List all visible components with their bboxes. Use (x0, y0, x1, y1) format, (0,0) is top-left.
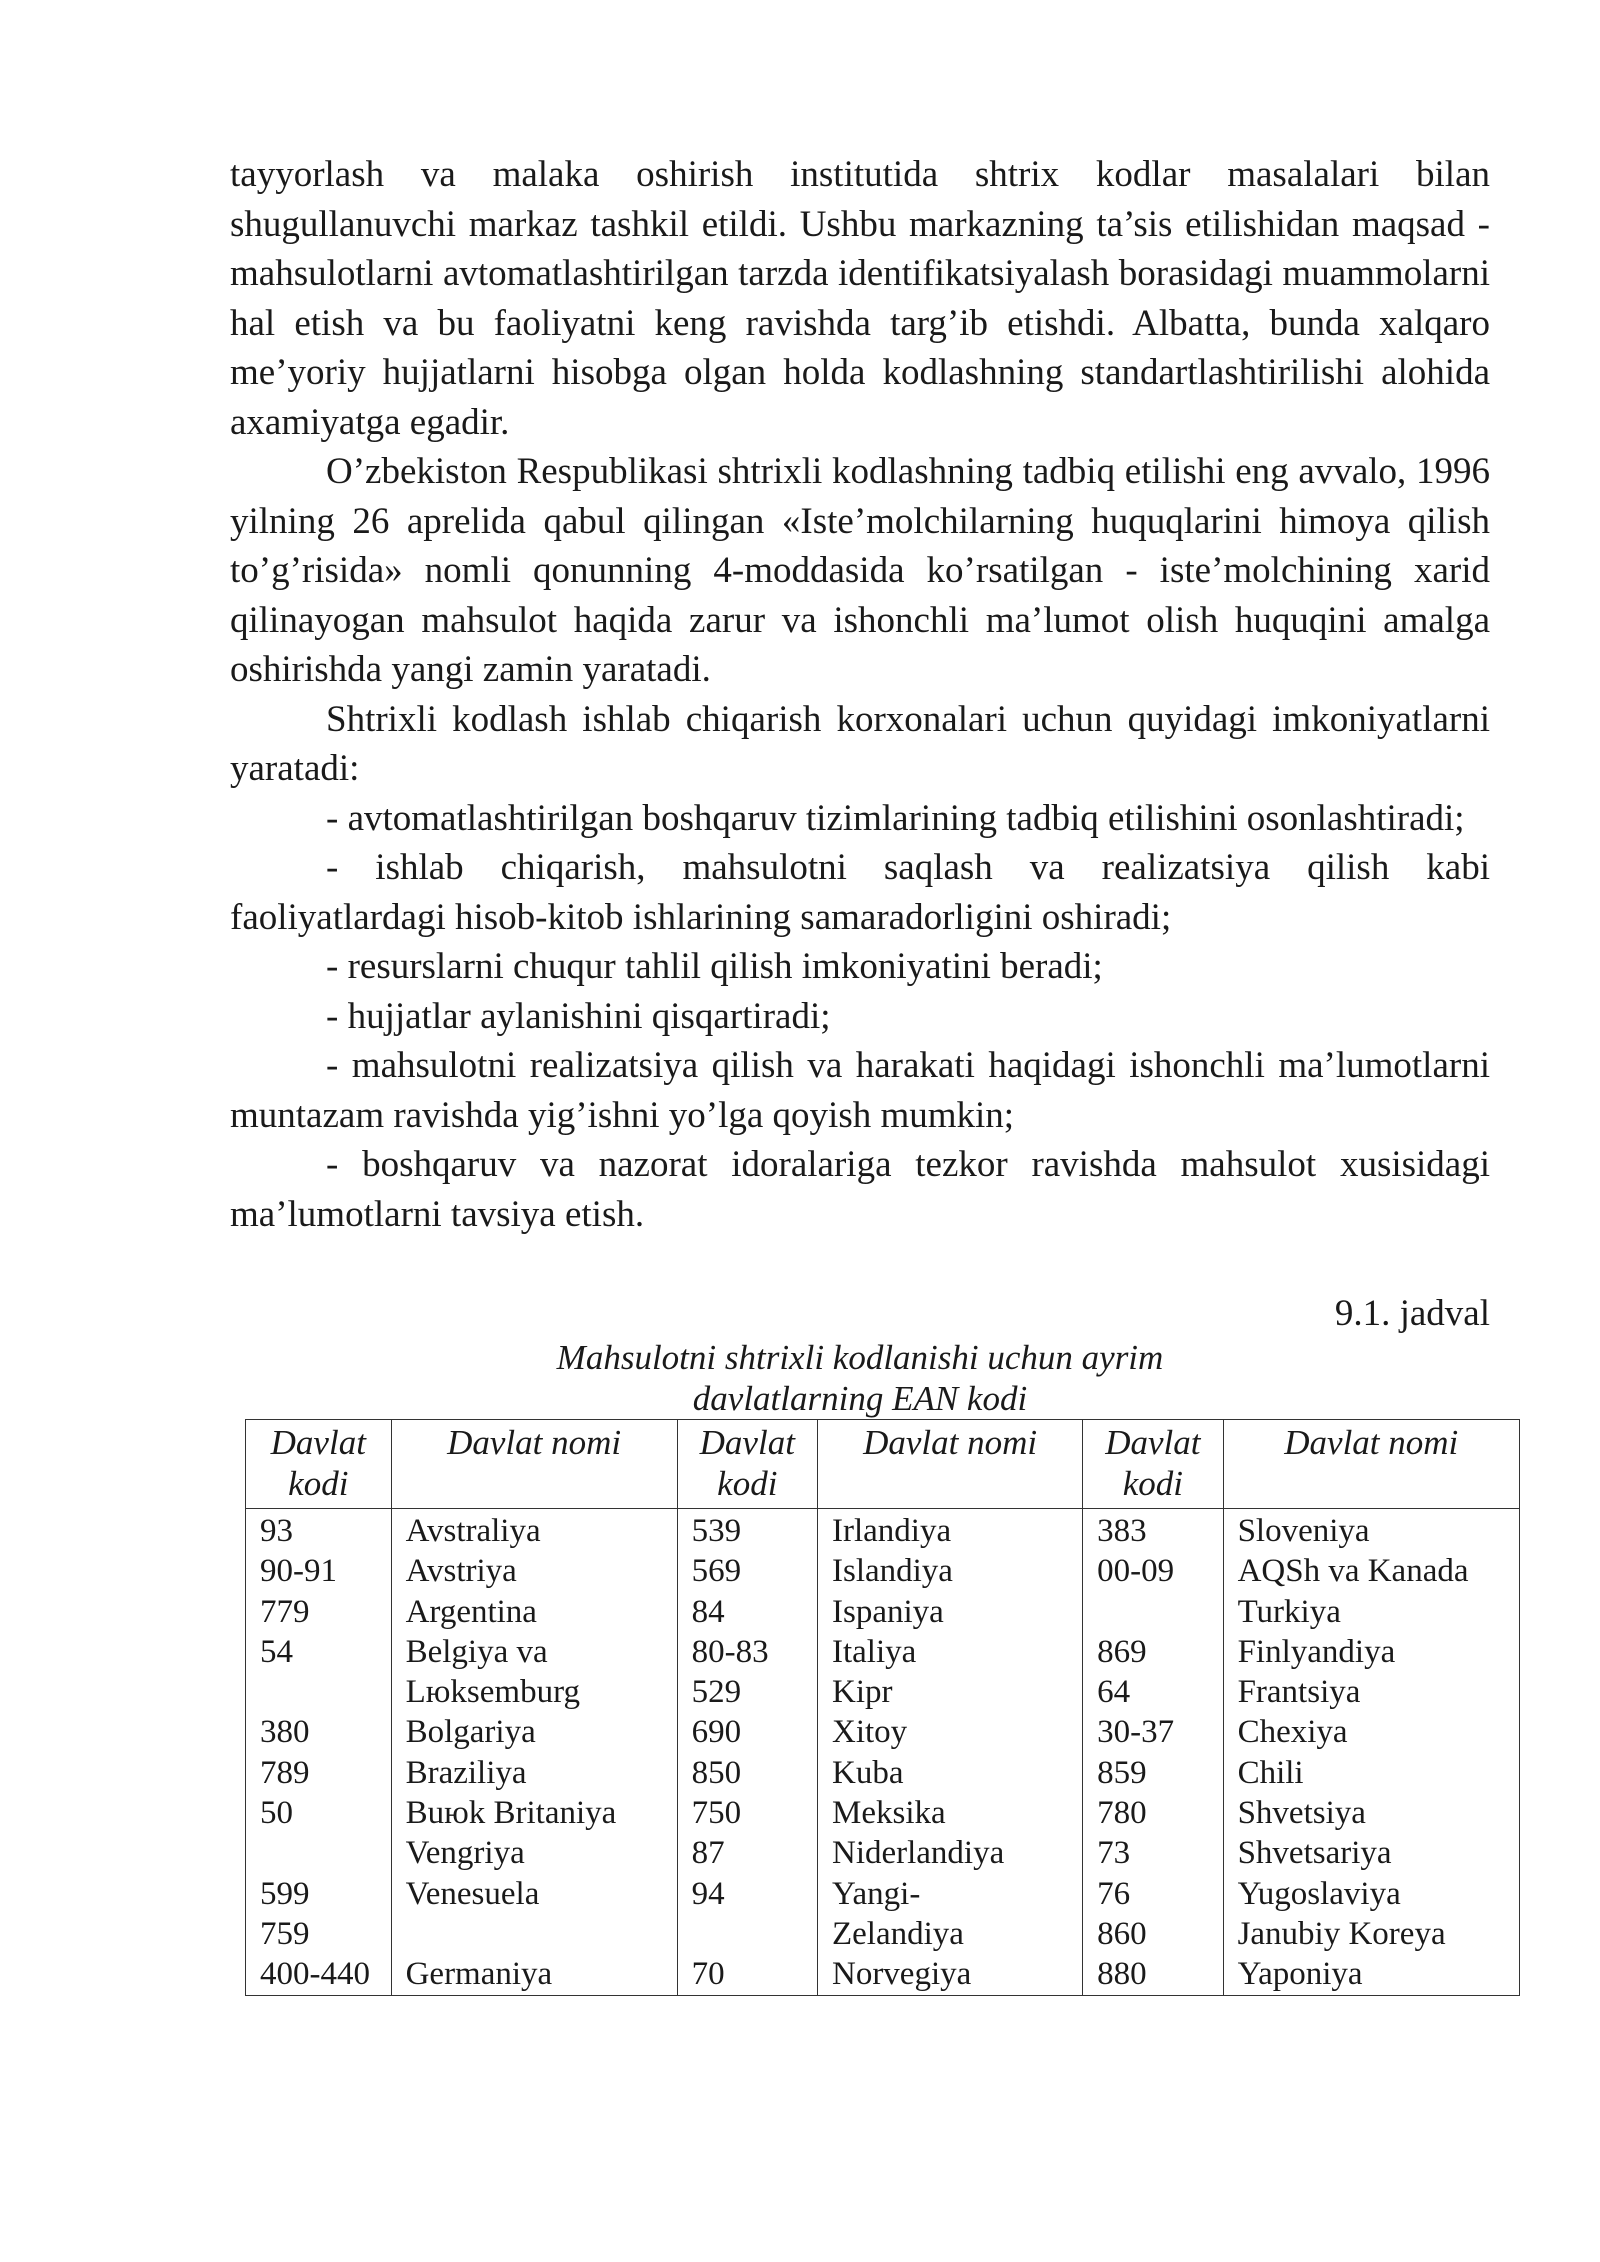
country-code-cell: 400-440 (246, 1954, 392, 1995)
country-name-cell: Meksika (817, 1793, 1082, 1833)
paragraph-opportunities: Shtrixli kodlash ishlab chiqarish korxonalari uchun quyidagi imkoniyatlarni yaratadi: (230, 698, 1490, 789)
bullet-item: - ishlab chiqarish, mahsulotni saqlash va realizatsiya qilish kabi faoliyatlardagi hisob-kitob ishlarining samaradorligini oshiradi; (230, 847, 1490, 938)
country-code-cell (246, 1672, 392, 1712)
country-code-cell: 690 (677, 1712, 817, 1752)
country-name-cell: Venesuela (391, 1874, 677, 1914)
country-code-cell: 383 (1083, 1509, 1223, 1552)
header-country-name: Davlat nomi (391, 1420, 677, 1509)
country-code-cell: 869 (1083, 1632, 1223, 1672)
country-name-cell: Lюksemburg (391, 1672, 677, 1712)
country-code-cell (677, 1914, 817, 1954)
country-name-cell: Argentina (391, 1592, 677, 1632)
table-row (246, 1793, 1520, 1833)
header-country-code: Davlat kodi (677, 1420, 817, 1509)
country-name-cell: Finlyandiya (1223, 1632, 1519, 1672)
country-name-cell: Yaponiya (1223, 1954, 1519, 1995)
country-code-cell: 54 (246, 1632, 392, 1672)
country-code-cell: 76 (1083, 1874, 1223, 1914)
country-code-cell: 779 (246, 1592, 392, 1632)
country-code-cell: 64 (1083, 1672, 1223, 1712)
country-name-cell: Norvegiya (817, 1954, 1082, 1995)
country-code-cell: 859 (1083, 1753, 1223, 1793)
header-country-code: Davlat kodi (246, 1420, 392, 1509)
body-text (230, 150, 1490, 1239)
country-name-cell: Irlandiya (817, 1509, 1082, 1552)
paragraph-law: O’zbekiston Respublikasi shtrixli kodlashning tadbiq etilishi eng avvalo, 1996 yilning 26 aprelida qabul qilingan «Iste’molchilarning huquqlarini himoya qilish to’g’risida» nomli qonunning 4-moddasida ko’rsatilgan - iste’molchining xarid qilinayogan mahsulot haqida zarur va ishonchli ma’lumot olish huquqini amalga oshirishda yangi zamin yaratadi. (230, 451, 1490, 690)
header-country-name: Davlat nomi (1223, 1420, 1519, 1509)
document-page (230, 150, 1490, 1996)
table-row (246, 1874, 1520, 1914)
country-name-cell (391, 1914, 677, 1954)
country-code-cell: 80-83 (677, 1632, 817, 1672)
table-row (246, 1632, 1520, 1672)
bullet-item: - mahsulotni realizatsiya qilish va harakati haqidagi ishonchli ma’lumotlarni muntazam ravishda yig’ishni yo’lga qoyish mumkin; (230, 1045, 1490, 1136)
bullet-item: - boshqaruv va nazorat idoralariga tezkor ravishda mahsulot xusisidagi ma’lumotlarni tavsiya etish. (230, 1144, 1490, 1235)
country-code-cell: 850 (677, 1753, 817, 1793)
header-country-code: Davlat kodi (1083, 1420, 1223, 1509)
ean-code-table (245, 1419, 1520, 1996)
country-name-cell: Niderlandiya (817, 1833, 1082, 1873)
country-code-cell: 880 (1083, 1954, 1223, 1995)
country-code-cell (246, 1833, 392, 1873)
country-name-cell: Vengriya (391, 1833, 677, 1873)
table-caption-line: Mahsulotni shtrixli kodlanishi uchun ayrim (556, 1338, 1164, 1377)
country-code-cell: 84 (677, 1592, 817, 1632)
country-name-cell: Italiya (817, 1632, 1082, 1672)
country-code-cell: 569 (677, 1551, 817, 1591)
country-name-cell: Sloveniya (1223, 1509, 1519, 1552)
country-name-cell: Bolgariya (391, 1712, 677, 1752)
country-code-cell: 759 (246, 1914, 392, 1954)
country-code-cell: 00-09 (1083, 1551, 1223, 1591)
country-code-cell: 93 (246, 1509, 392, 1552)
country-name-cell: Yangi- (817, 1874, 1082, 1914)
country-code-cell (1083, 1592, 1223, 1632)
country-code-cell: 789 (246, 1753, 392, 1793)
country-name-cell: Turkiya (1223, 1592, 1519, 1632)
country-code-cell: 599 (246, 1874, 392, 1914)
country-name-cell: Ispaniya (817, 1592, 1082, 1632)
country-name-cell: AQSh va Kanada (1223, 1551, 1519, 1591)
bullet-item: - hujjatlar aylanishini qisqartiradi; (326, 995, 831, 1037)
country-name-cell: Chexiya (1223, 1712, 1519, 1752)
country-name-cell: Shvetsariya (1223, 1833, 1519, 1873)
country-name-cell: Avstraliya (391, 1509, 677, 1552)
country-name-cell: Kipr (817, 1672, 1082, 1712)
country-code-cell: 380 (246, 1712, 392, 1752)
table-caption (230, 1337, 1490, 1419)
country-code-cell: 94 (677, 1874, 817, 1914)
table-row (246, 1914, 1520, 1954)
country-name-cell: Belgiya va (391, 1632, 677, 1672)
country-code-cell: 90-91 (246, 1551, 392, 1591)
country-name-cell: Buюk Britaniya (391, 1793, 677, 1833)
country-code-cell: 529 (677, 1672, 817, 1712)
country-name-cell: Islandiya (817, 1551, 1082, 1591)
table-number: 9.1. jadval (1334, 1293, 1490, 1334)
country-name-cell: Chili (1223, 1753, 1519, 1793)
table-header-row (246, 1420, 1520, 1509)
bullet-item: - resurslarni chuqur tahlil qilish imkoniyatini beradi; (326, 946, 1103, 987)
table-caption-line: davlatlarning EAN kodi (692, 1379, 1028, 1418)
country-name-cell: Kuba (817, 1753, 1082, 1793)
table-row (246, 1833, 1520, 1873)
country-name-cell: Avstriya (391, 1551, 677, 1591)
country-name-cell: Janubiy Koreya (1223, 1914, 1519, 1954)
table-row (246, 1509, 1520, 1552)
country-code-cell: 860 (1083, 1914, 1223, 1954)
table-row (246, 1551, 1520, 1591)
country-code-cell: 50 (246, 1793, 392, 1833)
country-code-cell: 750 (677, 1793, 817, 1833)
bullet-item: - avtomatlashtirilgan boshqaruv tizimlarining tadbiq etilishini osonlashtiradi; (326, 797, 1465, 839)
country-code-cell: 780 (1083, 1793, 1223, 1833)
country-name-cell: Zelandiya (817, 1914, 1082, 1954)
table-row (246, 1712, 1520, 1752)
table-row (246, 1753, 1520, 1793)
paragraph-intro: tayyorlash va malaka oshirish institutida shtrix kodlar masalalari bilan shugullanuvchi markaz tashkil etildi. Ushbu markazning ta’sis etilishidan maqsad - mahsulotlarni avtomatlashtirilgan tarzda identifikatsiyalash borasidagi muammolarni hal etish va bu faoliyatni keng ravishda targ’ib etishdi. Albatta, bunda xalqaro me’yoriy hujjatlarni hisobga olgan holda kodlashning standartlashtirilishi alohida axamiyatga egadir. (230, 154, 1490, 443)
country-name-cell: Xitoy (817, 1712, 1082, 1752)
country-name-cell: Braziliya (391, 1753, 677, 1793)
table-row (246, 1592, 1520, 1632)
country-code-cell: 70 (677, 1954, 817, 1995)
country-name-cell: Frantsiya (1223, 1672, 1519, 1712)
country-code-cell: 30-37 (1083, 1712, 1223, 1752)
country-name-cell: Yugoslaviya (1223, 1874, 1519, 1914)
country-code-cell: 539 (677, 1509, 817, 1552)
country-code-cell: 87 (677, 1833, 817, 1873)
country-code-cell: 73 (1083, 1833, 1223, 1873)
table-row (246, 1954, 1520, 1995)
country-name-cell: Germaniya (391, 1954, 677, 1995)
header-country-name: Davlat nomi (817, 1420, 1082, 1509)
table-body (246, 1509, 1520, 1996)
country-name-cell: Shvetsiya (1223, 1793, 1519, 1833)
table-row (246, 1672, 1520, 1712)
